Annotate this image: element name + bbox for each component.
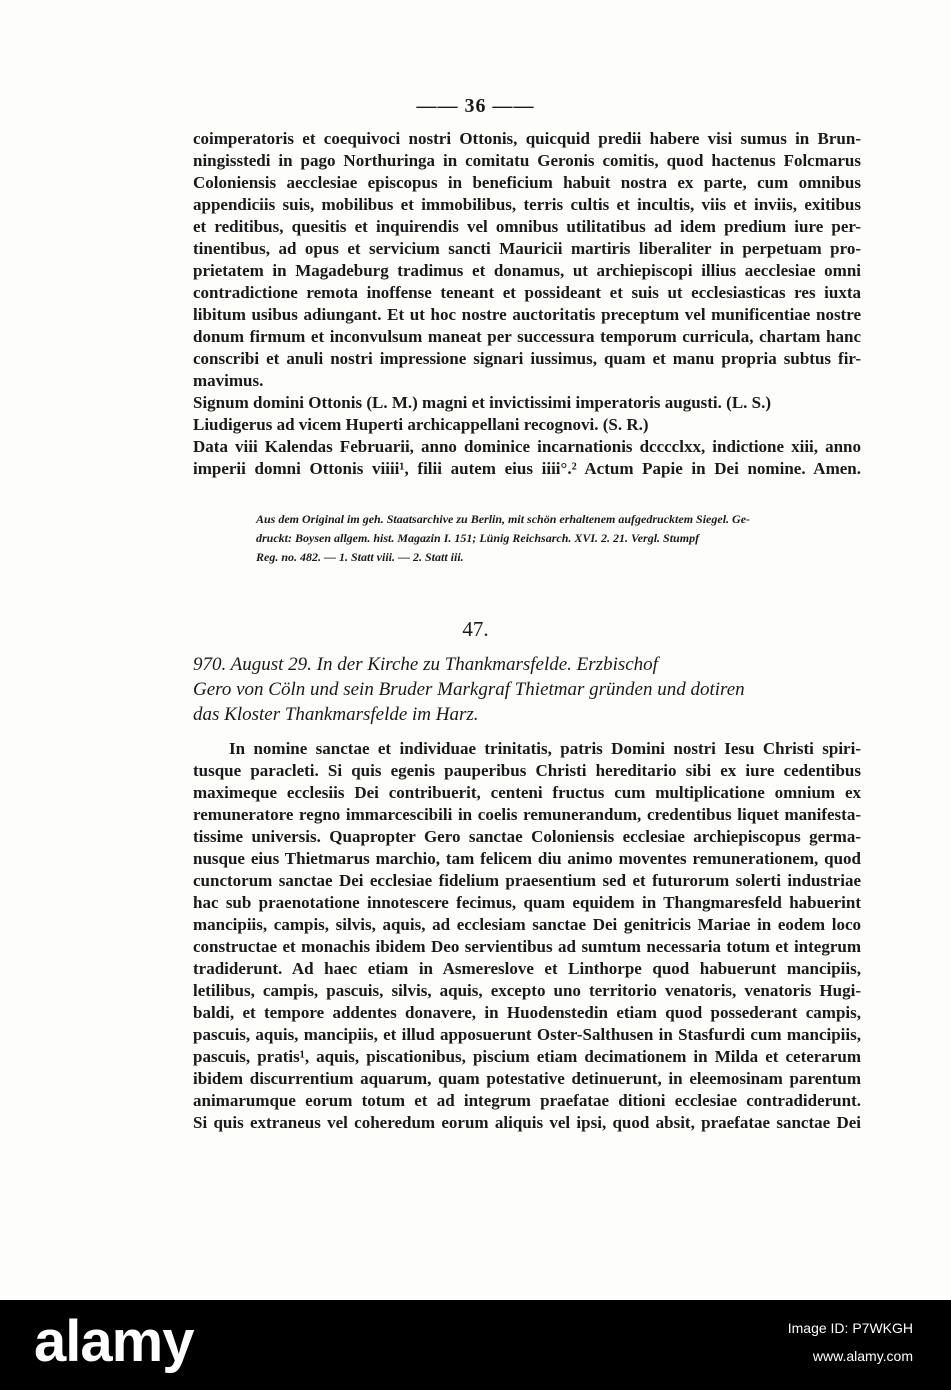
dating-line: imperii domni Ottonis viiii¹, filii autem eius iiii°.² Actum Papie in Dei nomine. Amen. <box>193 459 861 478</box>
signature-line: Signum domini Ottonis (L. M.) magni et invictissimi imperatoris augusti. (L. S.) <box>193 393 772 412</box>
text-line: donum firmum et inconvulsum maneat per successura temporum curricula, chartam hanc <box>193 327 861 346</box>
charter-body <box>193 738 861 1134</box>
body-line: constructae et monachis ibidem Deo servientibus ad sumtum necessaria totum et integrum <box>193 937 861 956</box>
body-line: tusque paracleti. Si quis egenis pauperibus Christi hereditario sibi ex iure cedentibus <box>193 761 861 780</box>
body-line: animarumque eorum totum et ad integrum praefatae ditioni ecclesiae contradiderunt. <box>193 1091 861 1110</box>
footnote-line: druckt: Boysen allgem. hist. Magazin I. 151; Lünig Reichsarch. XVI. 2. 21. Vergl. Stumpf <box>256 531 700 545</box>
body-line: mancipiis, campis, silvis, aquis, ad ecclesiam sanctae Dei genitricis Mariae in eodem loco <box>193 915 861 934</box>
body-line: ibidem discurrentium aquarum, quam potestative detinuerunt, in eleemosinam parentum <box>193 1069 861 1088</box>
body-line: baldi, et tempore addentes donavere, in Huodenstedin etiam quod possederant campis, <box>193 1003 861 1022</box>
body-line: nusque eius Thietmarus marchio, tam felicem diu animo moventes remunerationem, quod <box>193 849 861 868</box>
text-line: contradictione remota inoffense teneant et possideant et suis ut ecclesiasticas res iuxta <box>193 283 861 302</box>
body-line: hac sub praenotatione innotescere fecimus, quam equidem in Thangmaresfeld habuerint <box>193 893 861 912</box>
body-line: pascuis, pratis¹, aquis, piscationibus, piscium etiam decimationem in Milda et ceterarum <box>193 1047 861 1066</box>
text-line: mavimus. <box>193 371 264 390</box>
body-line: tissime universis. Quapropter Gero sanctae Coloniensis ecclesiae archiepiscopus germa- <box>193 827 861 846</box>
text-line: libitum usibus adiungant. Et ut hoc nostre auctoritatis preceptum vel munificentiae nostre <box>193 305 861 324</box>
text-line: Coloniensis aecclesiae episcopus in beneficium habuit nostra ex parte, cum omnibus <box>193 173 861 192</box>
text-line: ningisstedi in pago Northuringa in comitatu Geronis comitis, quod hactenus Folcmarus <box>193 151 861 170</box>
text-line: coimperatoris et coequivoci nostri Ottonis, quicquid predii habere visi sumus in Brun- <box>193 129 861 148</box>
body-line: maximeque ecclesiis Dei contribuerit, centeni fructus cum multiplicatione omnium ex <box>193 783 861 802</box>
text-line: conscribi et anuli nostri impressione signari iussimus, quam et manu propria subtus fir- <box>193 349 861 368</box>
heading-line: 970. August 29. In der Kirche zu Thankmarsfelde. Erzbischof <box>193 654 658 675</box>
body-line: Si quis extraneus vel coheredum eorum aliquis vel ipsi, quod absit, praefatae sanctae Dei <box>193 1113 861 1132</box>
footnote-line: Aus dem Original im geh. Staatsarchive zu Berlin, mit schön erhaltenem aufgedrucktem Siegel. Ge- <box>256 512 751 526</box>
text-line: et reditibus, quesitis et inquirendis vel omnibus utilitatibus ad idem predium iure per- <box>193 217 861 236</box>
body-line: tradiderunt. Ad haec etiam in Asmereslove et Linthorpe quod habuerunt mancipiis, <box>193 959 861 978</box>
stock-banner <box>0 1300 951 1390</box>
heading-line: Gero von Cöln und sein Bruder Markgraf Thietmar gründen und dotiren <box>193 679 745 700</box>
source-footnote <box>256 510 864 567</box>
body-line: cunctorum sanctae Dei ecclesiae fidelium praesentium sed et futurorum solerti industriae <box>193 871 861 890</box>
charter-continuation <box>193 128 861 480</box>
body-line: In nomine sanctae et individuae trinitatis, patris Domini nostri Iesu Christi spiri- <box>229 739 861 758</box>
text-line: prietatem in Magadeburg tradimus et donamus, ut archiepiscopi illius aecclesiae omni <box>193 261 861 280</box>
dating-line: Data viii Kalendas Februarii, anno dominice incarnationis dcccclxx, indictione xiii, anno <box>193 437 861 456</box>
document-heading <box>193 652 863 727</box>
signature-line: Liudigerus ad vicem Huperti archicappellani recognovi. (S. R.) <box>193 415 649 434</box>
body-line: pascuis, aquis, mancipiis, et illud apposuerunt Oster-Salthusen in Stasfurdi cum mancipiis, <box>193 1025 861 1044</box>
body-line: remuneratore regno immarcescibili in coelis remunerandum, credentibus liquet manifesta- <box>193 805 861 824</box>
brand-logo: alamy <box>34 1309 194 1374</box>
text-line: tinentibus, ad opus et servicium sancti Mauricii martiris liberaliter in perpetuam pro- <box>193 239 861 258</box>
footnote-line: Reg. no. 482. — 1. Statt viii. — 2. Statt iii. <box>256 550 464 564</box>
text-line: appendiciis suis, mobilibus et immobilibus, terris cultis et incultis, viis et inviis, exitibus <box>193 195 861 214</box>
page-number: —— 36 —— <box>416 95 535 117</box>
heading-line: das Kloster Thankmarsfelde im Harz. <box>193 704 479 725</box>
site-url: www.alamy.com <box>812 1348 913 1364</box>
image-id-label: Image ID: P7WKGH <box>787 1320 913 1336</box>
document-number: 47. <box>462 617 489 641</box>
body-line: letilibus, campis, pascuis, silvis, aquis, excepto uno territorio venatoris, venatoris Hugi- <box>193 981 861 1000</box>
